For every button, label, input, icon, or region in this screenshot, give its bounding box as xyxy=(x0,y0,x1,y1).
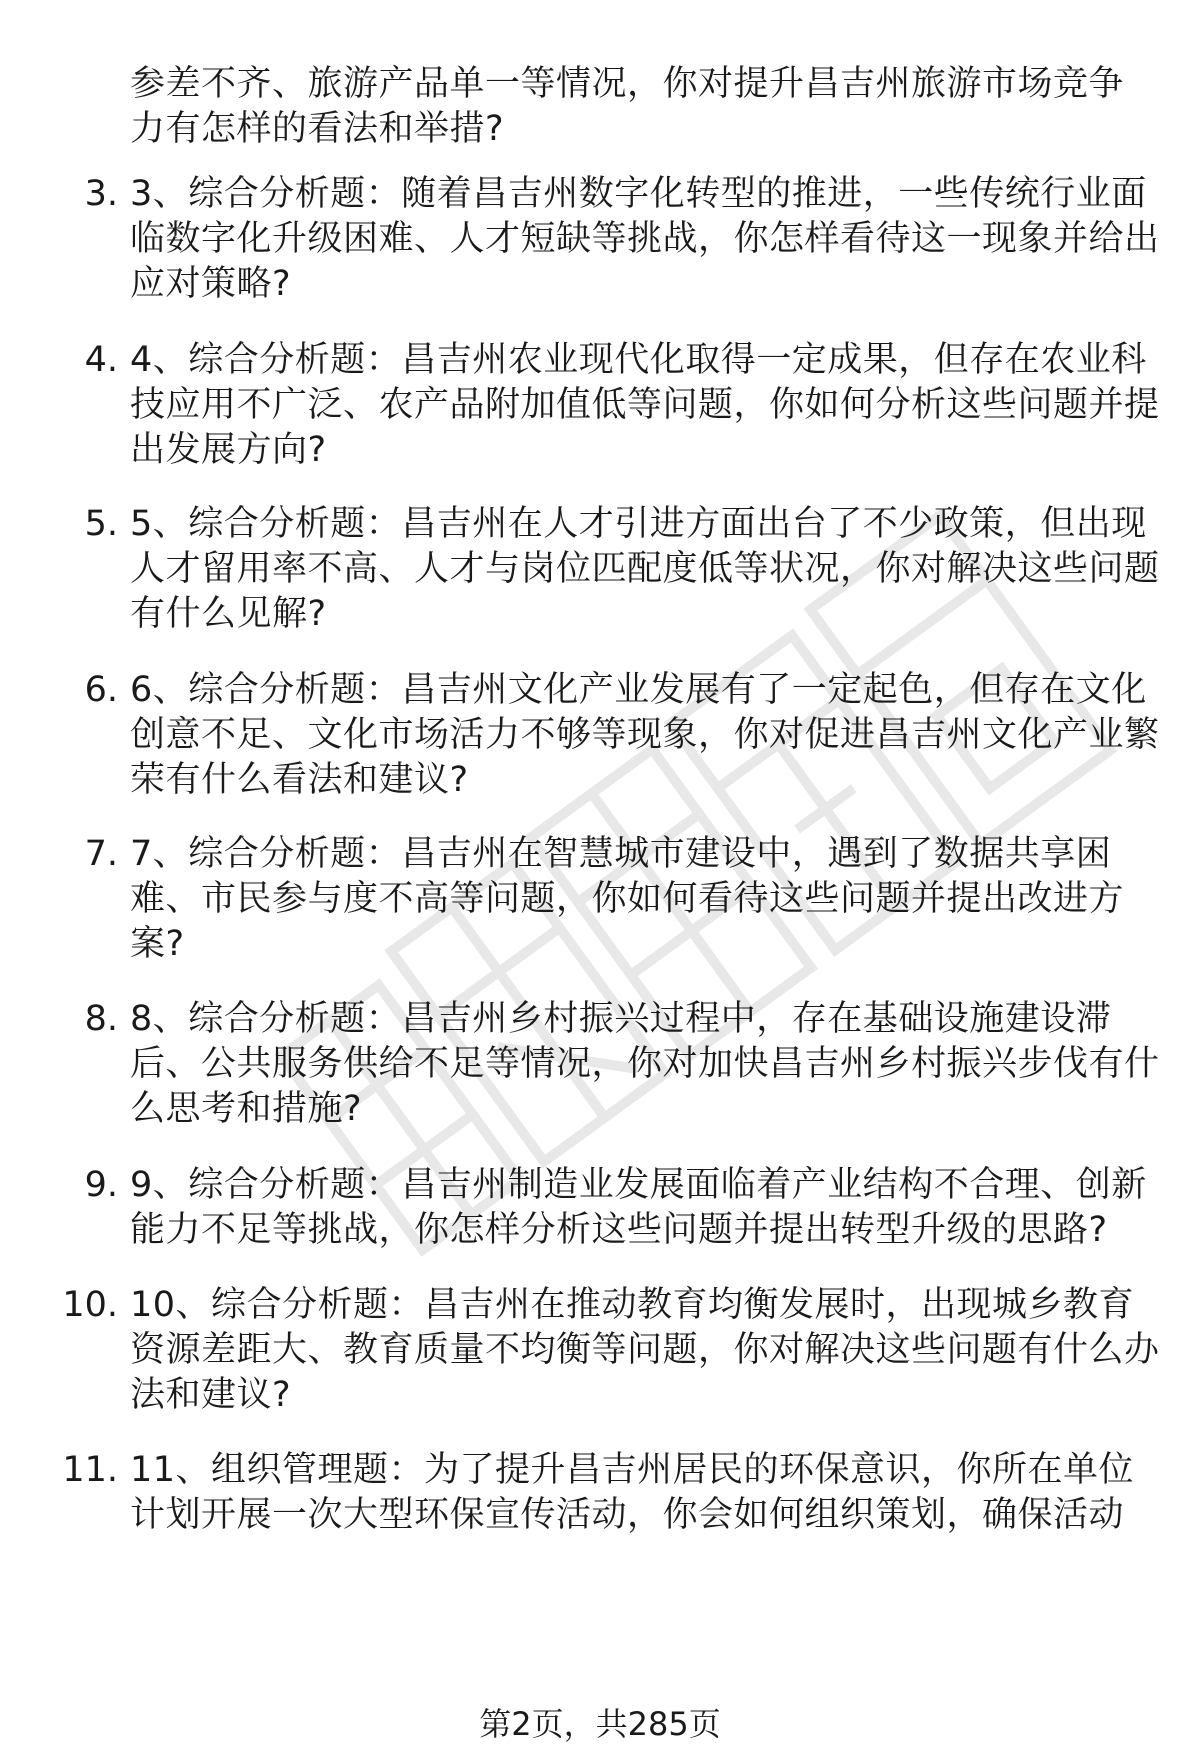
item-number: 7. xyxy=(84,834,118,874)
item-text: 3、综合分析题：随着昌吉州数字化转型的推进，一些传统行业面临数字化升级困难、人才短缺等挑战，你怎样看待这一现象并给出应对策略? xyxy=(130,174,1160,304)
item-number: 3. xyxy=(84,174,118,214)
item-number: 11. xyxy=(62,1450,118,1490)
item-number: 4. xyxy=(84,340,118,380)
page-footer: 第2页，共285页 xyxy=(479,1705,721,1743)
item-text: 10、综合分析题：昌吉州在推动教育均衡发展时，出现城乡教育资源差距大、教育质量不均衡等问题，你对解决这些问题有什么办法和建议? xyxy=(130,1285,1160,1415)
item-text: 9、综合分析题：昌吉州制造业发展面临着产业结构不合理、创新能力不足等挑战，你怎样分析这些问题并提出转型升级的思路? xyxy=(130,1165,1147,1250)
item-number: 10. xyxy=(62,1285,118,1325)
item-text: 5、综合分析题：昌吉州在人才引进方面出台了不少政策，但出现人才留用率不高、人才与岗位匹配度低等状况，你对解决这些问题有什么见解? xyxy=(130,504,1160,634)
item-text: 4、综合分析题：昌吉州农业现代化取得一定成果，但存在农业科技应用不广泛、农产品附加值低等问题，你如何分析这些问题并提出发展方向? xyxy=(130,340,1160,470)
item-number: 5. xyxy=(84,504,118,544)
item-text: 6、综合分析题：昌吉州文化产业发展有了一定起色，但存在文化创意不足、文化市场活力不够等现象，你对促进昌吉州文化产业繁荣有什么看法和建议? xyxy=(130,670,1160,800)
item-number: 6. xyxy=(84,670,118,710)
item-text: 7、综合分析题：昌吉州在智慧城市建设中，遇到了数据共享困难、市民参与度不高等问题，你如何看待这些问题并提出改进方案? xyxy=(130,834,1125,964)
carryover-text: 参差不齐、旅游产品单一等情况，你对提升昌吉州旅游市场竞争力有怎样的看法和举措? xyxy=(130,64,1125,149)
item-text: 8、综合分析题：昌吉州乡村振兴过程中，存在基础设施建设滞后、公共服务供给不足等情况，你对加快昌吉州乡村振兴步伐有什么思考和措施? xyxy=(130,999,1160,1129)
item-text: 11、组织管理题：为了提升昌吉州居民的环保意识，你所在单位计划开展一次大型环保宣传活动，你会如何组织策划，确保活动 xyxy=(130,1450,1135,1535)
item-number: 8. xyxy=(84,999,118,1039)
item-number: 9. xyxy=(84,1165,118,1205)
